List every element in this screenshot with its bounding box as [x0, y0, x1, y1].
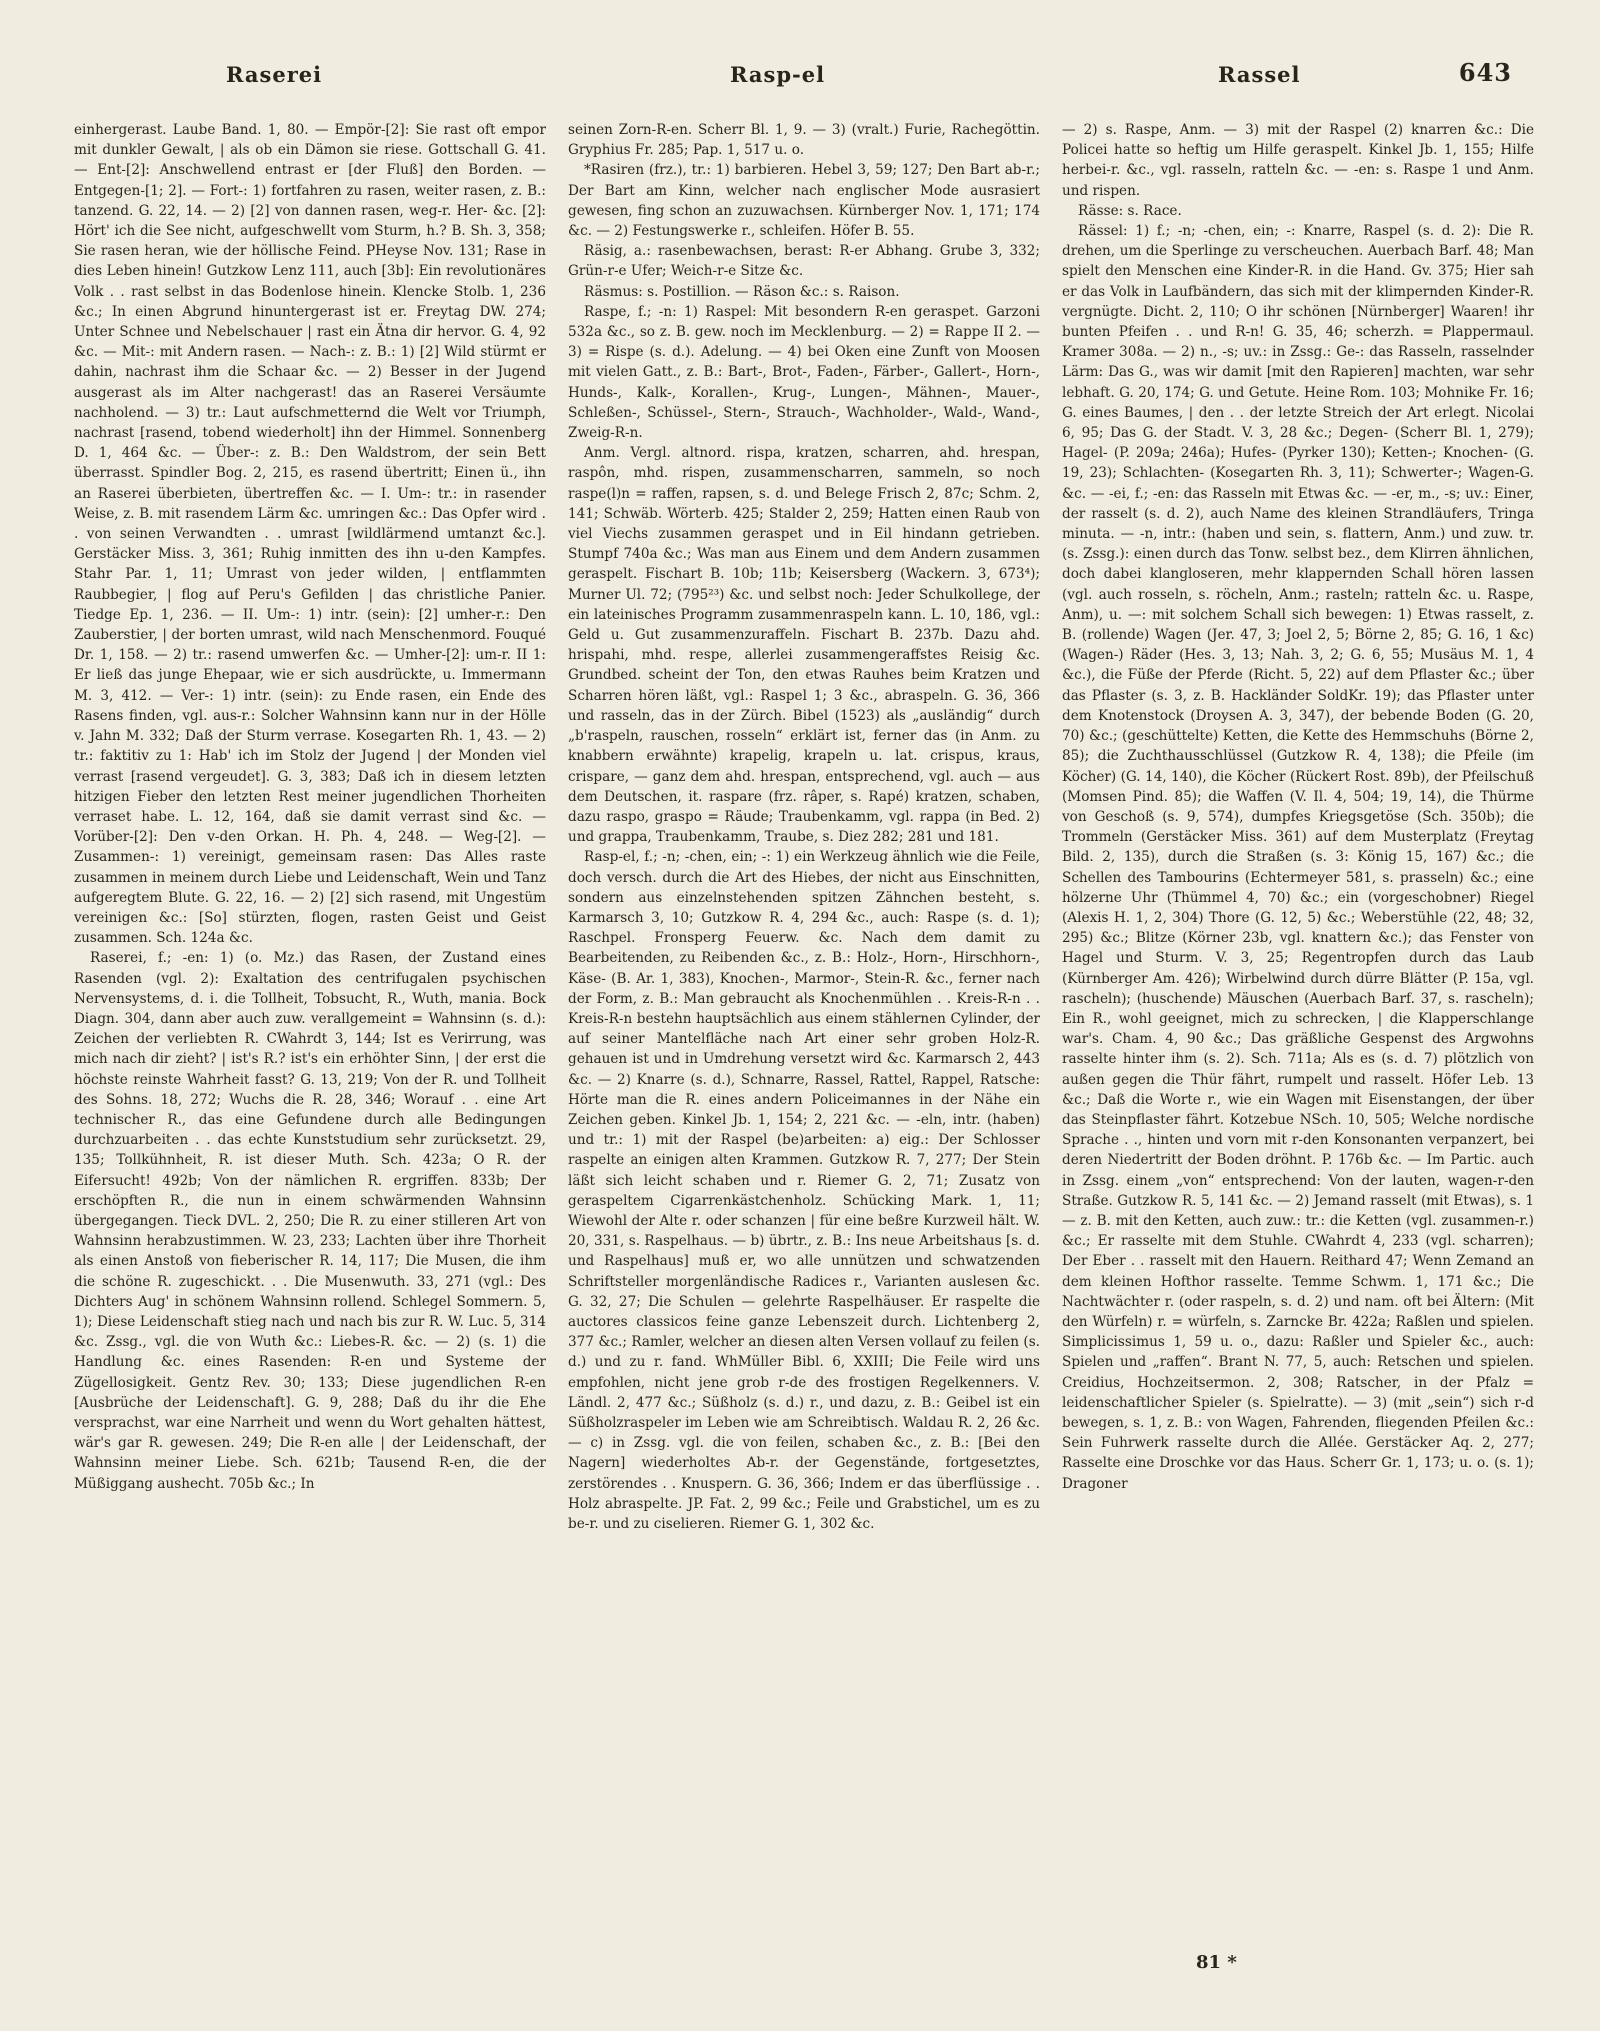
dictionary-entry: seinen Zorn-R-en. Scherr Bl. 1, 9. — 3) (vralt.) Furie, Rachegöttin. Gryphius Fr. 285; Pap. 1, 517 u. o. [568, 122, 1040, 159]
sheet-signature: 81 * [1196, 1952, 1237, 1973]
dictionary-entry: — 2) s. Raspe, Anm. — 3) mit der Raspel (2) knarren &c.: Die Policei hatte so heftig um Hilfe geraspelt. Kinkel Jb. 1, 155; Hilfe herbei-r. &c., vgl. rasseln, ratteln &c. — -en: s. Raspe 1 und Anm. und rispen. [1062, 122, 1534, 199]
dictionary-entry: einhergerast. Laube Band. 1, 80. — Empör-[2]: Sie rast oft empor mit dunkler Gewalt, | als ob ein Dämon sie riese. Gottschall G. 41. — Ent-[2]: Anschwellend entrast er [der Fluß] den Borden. — Entgegen-[1; 2]. — Fort-: 1) fortfahren zu rasen, weiter rasen, z. B.: tanzend. G. 22, 14. — 2) [2] von dannen rasen, weg-r. Her- &c. [2]: Hört' ich die See nicht, aufgeschwellt vom Sturm, h.? B. Sh. 3, 358; Sie rasen heran, wie der höllische Feind. PHeyse Nov. 131; Rase in dies Leben hinein! Gutzkow Lenz 111, auch [3b]: Ein revolutionäres Volk . . rast selbst in das Bodenlose hinein. Klencke Stolb. 1, 236 &c.; In einen Abgrund hinuntergerast ist er. Freytag DW. 274; Unter Schnee und Nebelschauer | rast ein Ätna dir hervor. G. 4, 92 &c. — Mit-: mit Andern rasen. — Nach-: z. B.: 1) [2] Wild stürmt er dahin, nachrast ihm die Schaar &c. — 2) Besser in der Jugend ausgerast als im Alter nachgerast! das an Raserei Versäumte nachholend. — 3) tr.: Laut aufschmetternd die Welt vor Triumph, nachrast [rasend, tobend wiederholt] ihn der Himmel. Sonnenberg D. 1, 464 &c. — Über-: z. B.: Den Waldstrom, der sein Bett überrasst. Spindler Bog. 2, 215, es rasend übertritt; Einen ü., ihn an Raserei überbieten, übertreffen &c. — I. Um-: tr.: in rasender Weise, z. B. mit rasendem Lärm &c. umringen &c.: Das Opfer wird . . von seinen Verwandten . . umrast [wildlärmend umtanzt &c.]. Gerstäcker Miss. 3, 361; Ruhig inmitten des ihn u-den Kampfes. Stahr Par. 1, 11; Umrast von jeder wilden, | entflammten Raubbegier, | flog auf Peru's Gefilden | das christliche Panier. Tiedge Ep. 1, 236. — II. Um-: 1) intr. (sein): [2] umher-r.: Den Zauberstier, | der borten umrast, wild nach Menschenmord. Fouqué Dr. 1, 158. — 2) tr.: rasend umwerfen &c. — Umher-[2]: um-r. II 1: Er ließ das junge Ehepaar, wie er sich ausdrückte, u. Immermann M. 3, 412. — Ver-: 1) intr. (sein): zu Ende rasen, ein Ende des Rasens finden, vgl. aus-r.: Solcher Wahnsinn kann nur in der Hölle v. Jahn M. 332; Daß der Sturm verrase. Kosegarten Rh. 1, 43. — 2) tr.: faktitiv zu 1: Hab' ich im Stolz der Jugend | der Monden viel verrast [rasend vergeudet]. G. 3, 383; Daß ich in diesem letzten hitzigen Fieber den letzten Rest meiner jugendlichen Thorheiten verraset habe. L. 12, 164, daß sie damit verrast sind &c. — Vorüber-[2]: Den v-den Orkan. H. Ph. 4, 248. — Weg-[2]. — Zusammen-: 1) vereinigt, gemeinsam rasen: Das Alles raste zusammen in meinem durch Liebe und Leidenschaft, Wein und Tanz aufgeregtem Blute. G. 22, 16. — 2) [2] sich rasend, mit Ungestüm vereinigen &c.: [So] stürzten, flogen, rasten Geist und Geist zusammen. Sch. 124a &c. [74, 122, 546, 947]
column-middle [568, 120, 1040, 1930]
etymology-note: Anm. Vergl. altnord. rispa, kratzen, scharren, ahd. hrespan, raspôn, mhd. rispen, zusammenscharren, sammeln, so noch raspe(l)n = raffen, rapsen, s. d. und Belege Frisch 2, 87c; Schm. 2, 141; Schwäb. Wörterb. 425; Stalder 2, 259; Hatten einen Raub von viel Viechs zusammen geraspet und in Eil hindann getrieben. Stumpf 740a &c.; Was man aus Einem und dem Andern zusammen geraspelt. Fischart B. 10b; 11b; Keisersberg (Wackern. 3, 673⁴); Murner Ul. 72; (795²³) &c. und selbst noch: Jeder Schulkollege, der ein lateinisches Programm zusammenraspeln kann. L. 10, 186, vgl.: Geld u. Gut zusammenzuraffeln. Fischart B. 237b. Dazu ahd. hrispahi, mhd. respe, allerlei zusammengeraffstes Reisig &c. Grundbed. scheint der Ton, den etwas Rauhes beim Kratzen und Scharren hören läßt, vgl.: Raspel 1; 3 &c., abraspeln. G. 36, 366 und rasseln, das in der Zürch. Bibel (1523) als „ausländig“ durch „b'raspeln, rauschen, rosseln“ erklärt ist, ferner das (in Anm. zu knabbern erwähnte) krapelig, krapeln u. lat. crispus, kraus, crispare, — ganz dem ahd. hrespan, entsprechend, vgl. auch — aus dem Deutschen, it. raspare (frz. râper, s. Rapé) kratzen, schaben, dazu raspo, graspo = Räude; Traubenkamm, vgl. rappa (in Bed. 2) und grappa, Traubenkamm, Traube, s. Diez 282; 281 und 181. [568, 445, 1040, 846]
column-right [1062, 120, 1534, 1930]
dictionary-entry: *Rasiren (frz.), tr.: 1) barbieren. Hebel 3, 59; 127; Den Bart ab-r.; Der Bart am Kinn, welcher nach englischer Mode ausrasiert gewesen, fing schon an zuzuwachsen. Kürnberger Nov. 1, 171; 174 &c. — 2) Festungswerke r., schleifen. Höfer B. 55. [568, 162, 1040, 240]
column-left [74, 120, 546, 1930]
running-header [78, 58, 1530, 102]
dictionary-entry: Räsmus: s. Postillion. — Räson &c.: s. Raison. [584, 283, 900, 300]
dictionary-entry: Rässel: 1) f.; -n; -chen, ein; -: Knarre, Raspel (s. d. 2): Die R. drehen, um die Sperlinge zu verscheuchen. Auerbach Barf. 48; Man spielt den Menschen eine Kinder-R. in die Hand. Gv. 375; Hier sah er das Volk in Laufbändern, das sich mit der klimpernden Kinder-R. vergnügte. Dicht. 2, 110; O ihr schönen [Nürnberger] Waaren! ihr bunten Pfeifen . . und R-n! G. 35, 46; scherzh. = Plappermaul. Kramer 308a. — 2) n., -s; uv.: in Zssg.: Ge-: das Rasseln, rasselnder Lärm: Das G., was wir damit [mit den Rapieren] machten, war sehr lebhaft. G. 20, 174; G. und Getute. Heine Rom. 103; Mohnike Fr. 16; G. eines Baumes, | den . . der letzte Streich der Art erlegt. Nicolai 6, 95; Das G. der Stadt. V. 3, 28 &c.; Degen- (Scherr Bl. 1, 279); Hagel- (P. 209a; 246a); Hufes- (Pyrker 130); Ketten-; Knochen- (G. 19, 23); Schlachten- (Kosegarten Rh. 3, 11); Schwerter-; Wagen-G. &c. — -ei, f.; -en: das Rasseln mit Etwas &c. — -er, m., -s; uv.: Einer, der rasselt (s. d. 2), auch Name des kleinen Strandläufers, Tringa minuta. — -n, intr.: (haben und sein, s. flattern, Anm.) und zuw. tr. (s. Zssg.): einen durch das Tonw. selbst bez., dem Klirren ähnlichen, doch dabei klangloseren, mehr klappernden Schall hören lassen (vgl. auch rosseln, s. röcheln, Anm.; rasteln; ratteln &c. u. Raspe, Anm), u. —: mit solchem Schall sich bewegen: 1) Etwas rasselt, z. B. (rollende) Wagen (Jer. 47, 3; Joel 2, 5; Börne 2, 85; G. 16, 1 &c) (Wagen-) Räder (Hes. 3, 13; Nah. 3, 2; G. 6, 55; Musäus M. 1, 4 &c.), die Füße der Pferde (Richt. 5, 22) auf dem Pflaster &c.; über das Pflaster (s. 3, z. B. Hackländer SoldKr. 19); das Pflaster unter dem Knotenstock (Droysen A. 3, 347), der bebende Boden (G. 20, 70) &c.; (geschüttelte) Ketten, die Kette des Hemmschuhs (Börne 2, 85); die Zuchthausschlüssel (Gutzkow R. 4, 138); die Pfeile (im Köcher) (G. 14, 140), die Köcher (Rückert Rost. 89b), der Pfeilschuß (Momsen Pind. 85); die Waffen (V. Il. 4, 504; 19, 14), die Thürme von Geschoß (s. 9, 574), dumpfes Kriegsgetöse (Sch. 350b); die Trommeln (Gerstäcker Miss. 361) auf dem Musterplatz (Freytag Bild. 2, 135), durch die Straßen (s. 3: König 15, 167) &c.; die Schellen des Tambourins (Echtermeyer 581, s. prasseln) &c.; eine hölzerne Uhr (Thümmel 4, 70) &c.; ein (vorgeschobner) Riegel (Alexis H. 1, 2, 304) Thore (G. 12, 5) &c.; Weberstühle (22, 48; 32, 295) &c.; Blitze (Körner 23b, vgl. knattern &c.); das Fenster von Hagel und Sturm. V. 3, 25; Regentropfen durch das Laub (Kürnberger Am. 426); Wirbelwind durch dürre Blätter (P. 15a, vgl. rascheln); (huschende) Mäuschen (Auerbach Barf. 37, s. rascheln); Ein R., wohl geeignet, mich zu schrecken, | die Klapperschlange war's. Cham. 4, 90 &c.; Das gräßliche Gespenst des Argwohns rasselte hinter ihm (s. 2). Sch. 711a; Als es (s. d. 7) plötzlich von außen gegen die Thür fährt, rumpelt und rasselt. Höfer Leb. 13 &c.; Daß die Worte r., wie ein Wagen mit Eisenstangen, der über das Steinpflaster fährt. Kotzebue NSch. 10, 505; Welche nordische Sprache . ., hinten und vorn mit r-den Konsonanten verpanzert, bei deren Niedertritt der Boden dröhnt. P. 176b &c. — Im Partic. auch in Zssg. einem „von“ entsprechend: Von der lauten, wagen-r-den Straße. Gutzkow R. 5, 141 &c. — 2) Jemand rasselt (mit Etwas), s. 1 — z. B. mit den Ketten, auch zuw.: tr.: die Ketten (vgl. zusammen-r.) &c.; Er rasselte mit dem Stuhle. CWahrdt 4, 233 (vgl. scharren); Der Eber . . rasselt mit den Hauern. Reithard 47; Wenn Zemand an dem kleinen Hofthor rasselte. Temme Schwm. 1, 171 &c.; Die Nachtwächter r. (oder raspeln, s. d. 2) und nam. oft bei Ältern: (Mit den Würfeln) r. = würfeln, s. Zarncke Br. 422a; Raßlen und spielen. Simplicissimus 1, 59 u. o., dazu: Raßler und Spieler &c., auch: Spielen und „raffen“. Brant N. 77, 5, auch: Retschen und spielen. Creidius, Hochzeitsermon. 2, 308; Ratscher, in der Pfalz = leidenschaftlicher Spieler (s. Spielratte). — 3) (mit „sein“) sich r-d bewegen, s. 1, z. B.: von Wagen, Fahrenden, fliegenden Pfeilen &c.: Sein Fuhrwerk rasselte durch die Allée. Gerstäcker Aq. 2, 277; Rasselte eine Droschke vor das Haus. Scherr Gr. 1, 173; u. o. (s. 1); Dragoner [1062, 223, 1534, 1492]
header-right-keyword: Rassel [1218, 62, 1301, 87]
dictionary-entry: Rässe: s. Race. [1078, 202, 1182, 219]
dictionary-entry: Räsig, a.: rasenbewachsen, berast: R-er Abhang. Grube 3, 332; Grün-r-e Ufer; Weich-r-e Sitze &c. [568, 243, 1040, 280]
dictionary-entry: Rasp-el, f.; -n; -chen, ein; -: 1) ein Werkzeug ähnlich wie die Feile, doch versch. durch die Art des Hiebes, der nicht aus Einschnitten, sondern aus einzelnstehenden spitzen Zähnchen besteht, s. Karmarsch 3, 10; Gutzkow R. 4, 294 &c., auch: Raspe (s. d. 1); Raschpel. Fronsperg Feuerw. &c. Nach dem damit zu Bearbeitenden, zu Reibenden &c., z. B.: Holz-, Horn-, Hirschhorn-, Käse- (B. Ar. 1, 383), Knochen-, Marmor-, Stein-R. &c., ferner nach der Form, z. B.: Man gebraucht als Knochenmühlen . . Kreis-R-n . . Kreis-R-n bestehn hauptsächlich aus einem stählernen Cylinder, der auf seiner Mantelfläche nach Art einer sehr groben Holz-R. gehauen ist und in Umdrehung versetzt wird &c. Karmarsch 2, 443 &c. — 2) Knarre (s. d.), Schnarre, Rassel, Rattel, Rappel, Ratsche: Hörte man die R. eines andern Policeimannes in der Nähe ein Zeichen geben. Kinkel Jb. 1, 154; 2, 221 &c. — -eln, intr. (haben) und tr.: 1) mit der Raspel (be)arbeiten: a) eig.: Der Schlosser raspelte an einigen alten Krammen. Gutzkow R. 7, 277; Der Stein läßt sich leicht schaben und r. Riemer G. 2, 71; Zusatz von geraspeltem Cigarrenkästchenholz. Schücking Mark. 1, 11; Wiewohl der Alte r. oder schanzen | für eine beßre Kurzweil hält. W. 20, 331, s. Raspelhaus. — b) übrtr., z. B.: Ins neue Arbeitshaus [s. d. und Raspelhaus] muß er, wo alle unnützen und schwatzenden Schriftsteller morgenländische Radices r., Varianten auslesen &c. G. 32, 27; Die Schulen — gelehrte Raspelhäuser. Er raspelte die auctores classicos feine ganze Lebenszeit durch. Lichtenberg 2, 377 &c.; Ramler, welcher an diesen alten Versen vollauf zu feilen (s. d.) und zu r. fand. WhMüller Bibl. 6, XXIII; Die Feile wird uns empfohlen, nicht jene grob r-de des frostigen Regelkenners. V. Ländl. 2, 477 &c.; Süßholz (s. d.) r., und dazu, z. B.: Geibel ist ein Süßholzraspeler im Leben wie am Schreibtisch. Waldau R. 2, 26 &c. — c) in Zssg. vgl. die von feilen, schaben &c., z. B.: [Bei den Nagern] wiederholtes Ab-r. der Gegenstände, fortgesetztes, zerstörendes . . Knuspern. G. 36, 366; Indem er das überflüssige . . Holz abraspelte. JP. Fat. 2, 99 &c.; Feile und Grabstichel, um es zu be-r. und zu ciselieren. Riemer G. 1, 302 &c. [568, 849, 1040, 1533]
dictionary-entry: Raserei, f.; -en: 1) (o. Mz.) das Rasen, der Zustand eines Rasenden (vgl. 2): Exaltation des centrifugalen psychischen Nervensystems, d. i. die Tollheit, Tobsucht, R., Wuth, mania. Bock Diagn. 304, dann aber auch zuw. verallgemeint = Wahnsinn (s. d.): Zeichen der verliebten R. CWahrdt 3, 144; Ist es Verirrung, was mich nach dir zieht? | ist's R.? ist's ein erhöhter Sinn, | der erst die höchste reinste Wahrheit fasst? G. 13, 219; Von der R. und Tollheit des Sohns. 18, 272; Wuchs die R. 28, 346; Worauf . . eine Art technischer R., das eine Gefundene durch alle Bedingungen durchzuarbeiten . . das echte Kunststudium sehr zurücksetzt. 29, 135; Tollkühnheit, R. ist dieser Muth. Sch. 423a; O R. der Eifersucht! 492b; Von der nämlichen R. ergriffen. 833b; Der erschöpften R., die nun in einem schwärmenden Wahnsinn übergegangen. Tieck DVL. 2, 250; Die R. zu einer stilleren Art von Wahnsinn herabzustimmen. W. 23, 233; Lachten über ihre Thorheit als einen Anstoß von fieberischer R. 14, 117; Die Musen, die ihm die schöne R. zugeschickt. . . Die Musenwuth. 33, 271 (vgl.: Des Dichters Aug' in schönem Wahnsinn rollend. Schlegel Sommern. 5, 1); Diese Leidenschaft stieg nach und nach bis zur R. W. Luc. 5, 314 &c. Zssg., vgl. die von Wuth &c.: Liebes-R. &c. — 2) (s. 1) die Handlung &c. eines Rasenden: R-en und Systeme der Zügellosigkeit. Gentz Rev. 30; 133; Diese jugendlichen R-en [Ausbrüche der Leidenschaft]. G. 9, 288; Daß du ihr die Ehe versprachst, war eine Narrheit und wenn du Wort gehalten hättest, wär's gar R. gewesen. 249; Die R-en alle | der Leidenschaft, der Wahnsinn meiner Liebe. Sch. 621b; Tausend R-en, die der Müßiggang aushecht. 705b &c.; In [74, 950, 546, 1492]
header-left-keyword: Raserei [226, 62, 323, 87]
header-center-keyword: Rasp-el [730, 62, 826, 87]
dictionary-entry: Raspe, f.; -n: 1) Raspel: Mit besondern R-en geraspet. Garzoni 532a &c., so z. B. gew. noch im Mecklenburg. — 2) = Rappe II 2. — 3) = Rispe (s. d.). Adelung. — 4) bei Oken eine Zunft von Moosen mit vielen Gatt., z. B.: Bart-, Brot-, Faden-, Färber-, Gallert-, Horn-, Hunds-, Kalk-, Korallen-, Krug-, Lungen-, Mähnen-, Mauer-, Schleßen-, Schüssel-, Stern-, Strauch-, Wachholder-, Wald-, Wand-, Zweig-R-n. [568, 303, 1040, 442]
page-number: 643 [1458, 58, 1512, 87]
text-columns [74, 120, 1534, 1930]
